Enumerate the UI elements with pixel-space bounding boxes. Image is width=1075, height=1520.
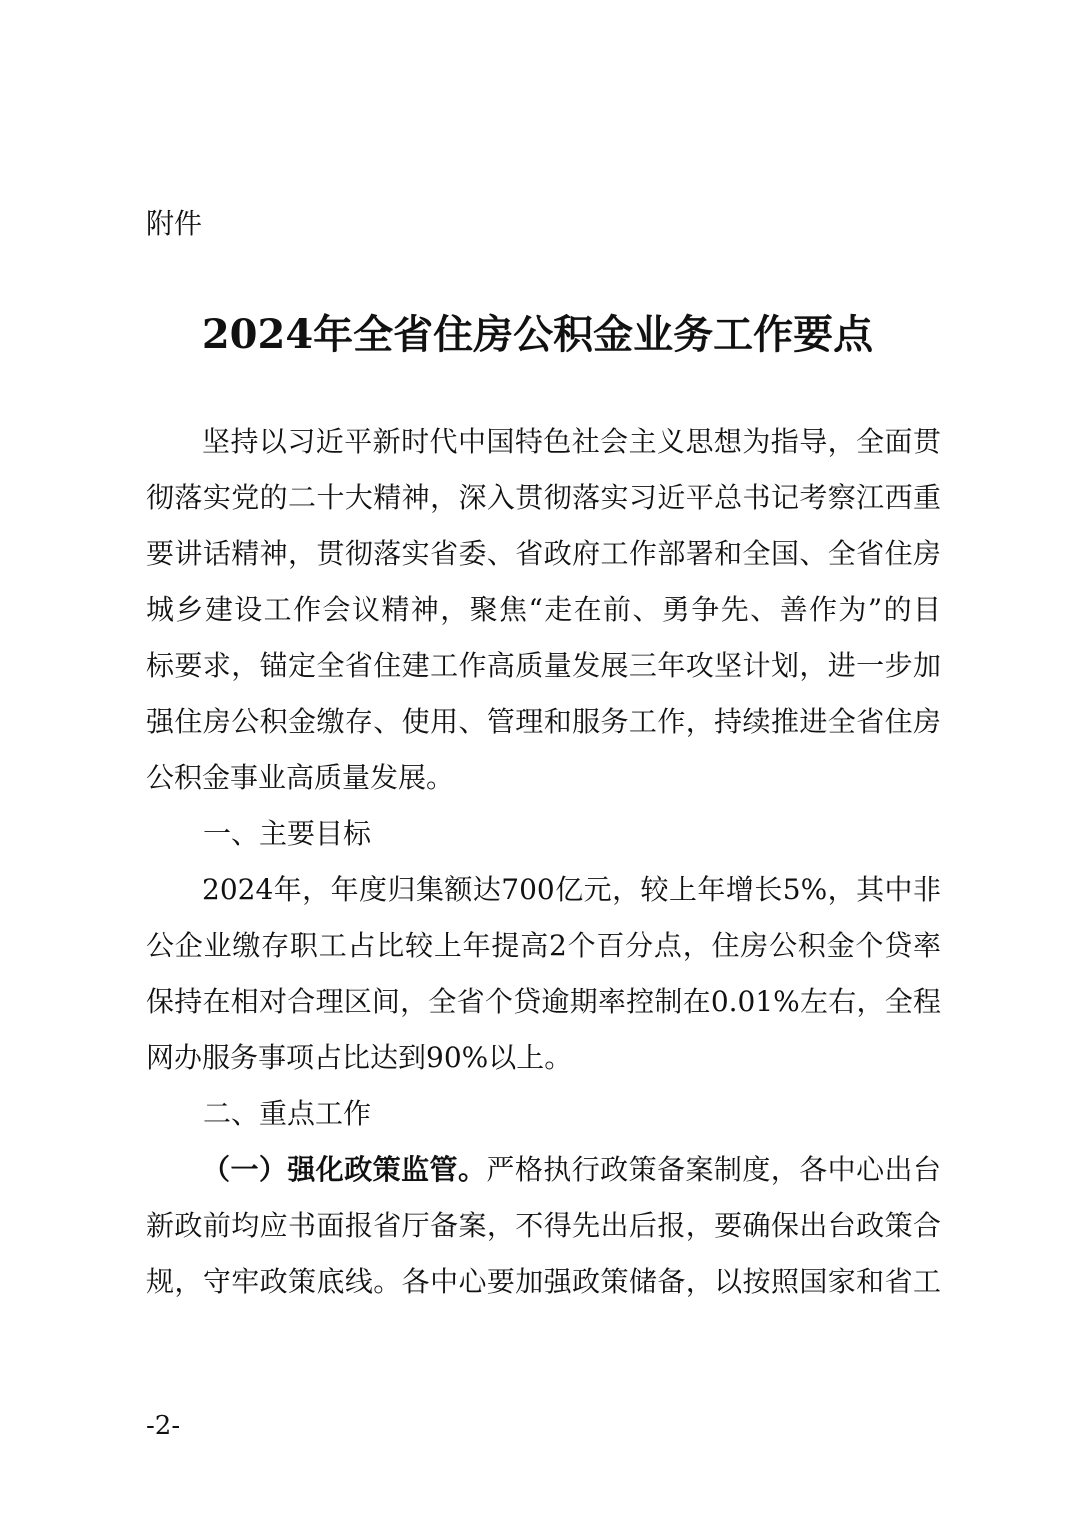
intro-line-2: 彻落实党的二十大精神，深入贯彻落实习近平总书记考察江西重 [146, 481, 941, 514]
policy-item-first-line-text: 严格执行政策备案制度，各中心出台 [486, 1153, 941, 1186]
goals-line-3: 保持在相对合理区间，全省个贷逾期率控制在0.01%左右，全程 [146, 985, 941, 1018]
section-heading-key-work: 二、重点工作 [203, 1097, 372, 1130]
section-heading-main-goals: 一、主要目标 [203, 817, 372, 850]
intro-line-6: 强住房公积金缴存、使用、管理和服务工作，持续推进全省住房 [146, 705, 941, 738]
intro-line-3: 要讲话精神，贯彻落实省委、省政府工作部署和全国、全省住房 [146, 537, 941, 570]
intro-line-7: 公积金事业高质量发展。 [146, 761, 455, 794]
policy-item-first-line [146, 1150, 941, 1190]
policy-item-label: （一）强化政策监管。 [202, 1153, 487, 1186]
intro-line-4: 城乡建设工作会议精神，聚焦“走在前、勇争先、善作为”的目 [146, 593, 941, 626]
goals-line-1: 2024年，年度归集额达700亿元，较上年增长5%，其中非 [202, 873, 941, 906]
document-title: 2024年全省住房公积金业务工作要点 [201, 311, 874, 358]
policy-item-line-3: 规，守牢政策底线。各中心要加强政策储备，以按照国家和省工 [146, 1265, 941, 1298]
intro-line-5: 标要求，锚定全省住建工作高质量发展三年攻坚计划，进一步加 [146, 649, 941, 682]
goals-line-4: 网办服务事项占比达到90%以上。 [146, 1041, 573, 1074]
attachment-label: 附件 [146, 207, 203, 240]
goals-line-2: 公企业缴存职工占比较上年提高2个百分点，住房公积金个贷率 [146, 929, 941, 962]
page-number: -2- [146, 1411, 181, 1441]
intro-line-1: 坚持以习近平新时代中国特色社会主义思想为指导，全面贯 [202, 425, 941, 458]
policy-item-line-2: 新政前均应书面报省厅备案，不得先出后报，要确保出台政策合 [146, 1209, 941, 1242]
